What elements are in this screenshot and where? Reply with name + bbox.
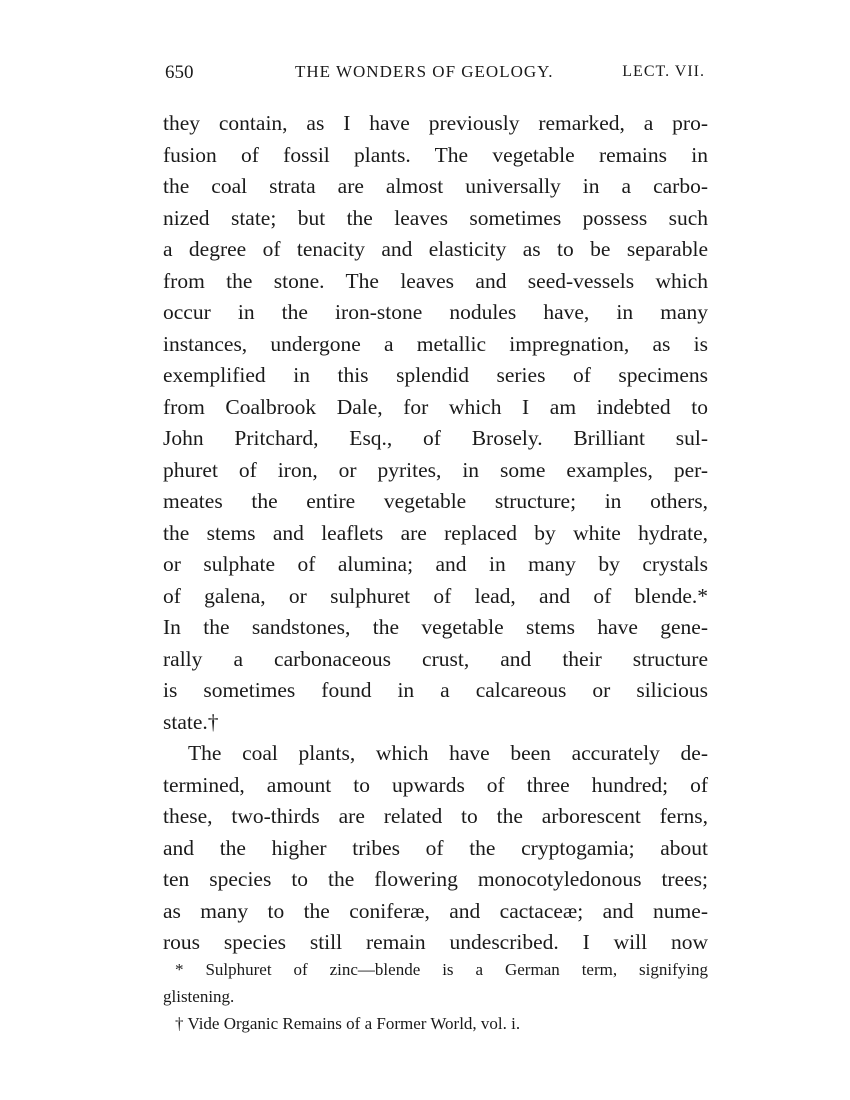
text-line: occur in the iron-stone nodules have, in many <box>163 300 708 324</box>
text-line: rous species still remain undescribed. I will now <box>163 930 708 954</box>
text-line: fusion of fossil plants. The vegetable remains in <box>163 142 708 167</box>
paragraph-2 <box>163 738 708 959</box>
text-line: is sometimes found in a calcareous or silicious <box>163 678 708 702</box>
text-line: ten species to the flowering monocotyledonous trees; <box>163 867 708 891</box>
text-line: as many to the coniferæ, and cactaceæ; and nume- <box>163 898 708 923</box>
text-line: or sulphate of alumina; and in many by crystals <box>163 552 708 576</box>
text-line: of galena, or sulphuret of lead, and of blende.* <box>163 583 708 608</box>
running-title: THE WONDERS OF GEOLOGY. <box>295 62 554 81</box>
text-line: the stems and leaflets are replaced by white hydrate, <box>163 520 708 545</box>
footnote-1: * Sulphuret of zinc—blende is a German term, signifying <box>175 960 708 979</box>
text-line: instances, undergone a metallic impregnation, as is <box>163 331 708 356</box>
running-header <box>165 62 705 90</box>
text-line: they contain, as I have previously remarked, a pro- <box>163 111 708 135</box>
text-line: these, two-thirds are related to the arborescent ferns, <box>163 804 708 828</box>
text-line: from Coalbrook Dale, for which I am indebted to <box>163 394 708 419</box>
text-line: from the stone. The leaves and seed-vessels which <box>163 268 708 293</box>
text-line: state.† <box>163 709 219 734</box>
text-line: The coal plants, which have been accurately de- <box>188 741 708 765</box>
text-line: In the sandstones, the vegetable stems have gene- <box>163 615 708 639</box>
text-line: exemplified in this splendid series of specimens <box>163 363 708 387</box>
text-line: a degree of tenacity and elasticity as to be separable <box>163 237 708 261</box>
footnote-2: † Vide Organic Remains of a Former World, vol. i. <box>175 1014 521 1033</box>
text-line: nized state; but the leaves sometimes possess such <box>163 205 708 230</box>
page-number: 650 <box>165 62 194 83</box>
body-text <box>163 108 708 959</box>
footnotes <box>163 956 708 1037</box>
section-label: LECT. VII. <box>622 63 705 80</box>
text-line: termined, amount to upwards of three hundred; of <box>163 772 708 797</box>
text-line: meates the entire vegetable structure; in others, <box>163 489 708 513</box>
text-line: rally a carbonaceous crust, and their structure <box>163 646 708 671</box>
footnote-1-continued: glistening. <box>163 987 235 1006</box>
text-line: phuret of iron, or pyrites, in some examples, per- <box>163 457 708 482</box>
paragraph-1 <box>163 108 708 738</box>
text-line: and the higher tribes of the cryptogamia; about <box>163 835 708 860</box>
text-line: the coal strata are almost universally in a carbo- <box>163 174 708 198</box>
text-line: John Pritchard, Esq., of Brosely. Brilliant sul- <box>163 426 708 450</box>
